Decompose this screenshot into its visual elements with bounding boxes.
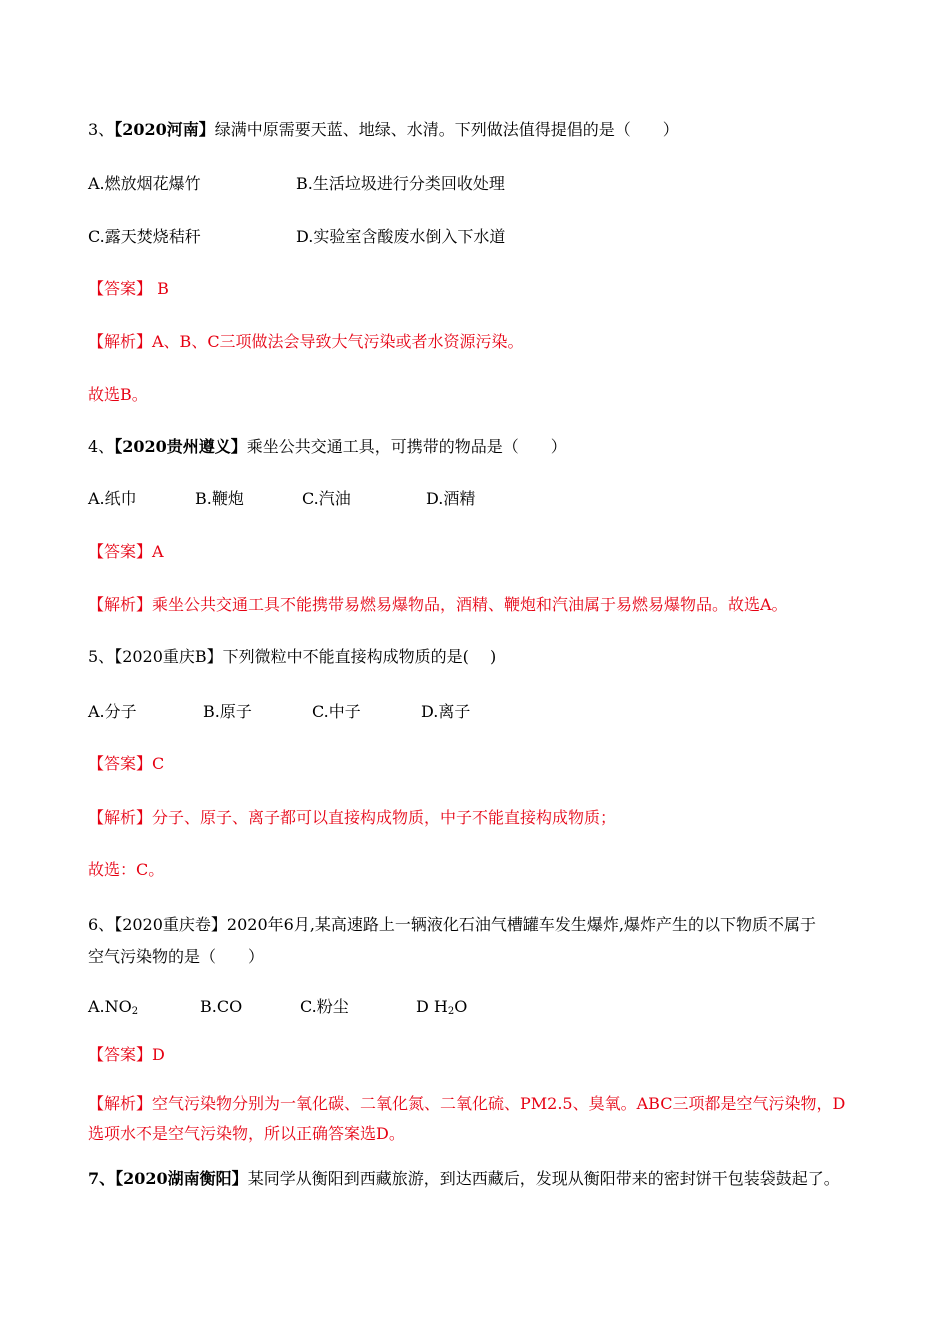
question-text: 某同学从衡阳到西藏旅游，到达西藏后，发现从衡阳带来的密封饼干包装袋鼓起了。: [247, 1169, 840, 1188]
answer: 【答案】 B: [88, 279, 169, 298]
option-d: D.离子: [421, 702, 471, 721]
option-a-text: A.NO: [88, 997, 132, 1016]
question-number: 7、: [88, 1169, 116, 1188]
question-text: 绿满中原需要天蓝、地绿、水清。下列做法值得提倡的是（ ）: [214, 120, 679, 139]
question-text: 下列微粒中不能直接构成物质的是( ): [222, 647, 497, 666]
option-c: C.露天焚烧秸秆: [88, 227, 201, 246]
question-number: 6、: [88, 915, 115, 934]
option-d-text-end: O: [454, 997, 468, 1016]
question-6-stem: [88, 914, 816, 936]
question-source: 【2020湖南衡阳】: [115, 1169, 248, 1188]
option-d: [416, 996, 467, 1023]
option-a: A.纸巾: [88, 489, 137, 508]
question-number: 4、: [88, 437, 115, 456]
option-d: D.酒精: [426, 489, 476, 508]
option-b: B.生活垃圾进行分类回收处理: [296, 174, 505, 193]
question-text: 乘坐公共交通工具，可携带的物品是（ ）: [246, 437, 567, 456]
option-a: A.燃放烟花爆竹: [88, 174, 201, 193]
question-5-stem: [88, 646, 496, 668]
analysis-cont: 选项水不是空气污染物，所以正确答案选D。: [88, 1124, 405, 1143]
option-c: C.汽油: [302, 489, 351, 508]
question-3-stem: [88, 119, 679, 141]
question-source: 【2020河南】: [114, 120, 215, 139]
subscript: 2: [447, 1006, 455, 1017]
answer: 【答案】A: [88, 542, 164, 561]
question-6-stem-cont: 空气污染物的是（ ）: [88, 947, 265, 966]
analysis: 【解析】空气污染物分别为一氧化碳、二氧化氮、二氧化硫、PM2.5、臭氧。ABC三项都是空气污染物，D: [88, 1094, 846, 1113]
question-text: 2020年6月,某高速路上一辆液化石油气槽罐车发生爆炸,爆炸产生的以下物质不属于: [226, 915, 816, 934]
question-source: 【2020重庆卷】: [114, 915, 227, 934]
answer: 【答案】D: [88, 1045, 165, 1064]
option-b: B.原子: [203, 702, 252, 721]
analysis: 【解析】A、B、C三项做法会导致大气污染或者水资源污染。: [88, 332, 524, 351]
option-d-text: D H: [416, 997, 448, 1016]
answer: 【答案】C: [88, 754, 165, 773]
question-number: 5、: [88, 647, 115, 666]
option-c: C.中子: [312, 702, 361, 721]
question-source: 【2020贵州遵义】: [114, 437, 247, 456]
option-a: A.分子: [88, 702, 137, 721]
conclusion: 故选B。: [88, 385, 148, 404]
option-d: D.实验室含酸废水倒入下水道: [296, 227, 506, 246]
conclusion: 故选：C。: [88, 860, 165, 879]
subscript: 2: [131, 1006, 139, 1017]
option-b: B.鞭炮: [195, 489, 244, 508]
analysis: 【解析】分子、原子、离子都可以直接构成物质，中子不能直接构成物质；: [88, 808, 617, 827]
question-source: 【2020重庆B】: [114, 647, 223, 666]
analysis: 【解析】乘坐公共交通工具不能携带易燃易爆物品，酒精、鞭炮和汽油属于易燃易爆物品。故选A。: [88, 595, 788, 614]
option-a: [88, 996, 138, 1023]
option-b: B.CO: [200, 997, 243, 1016]
option-c: C.粉尘: [300, 997, 349, 1016]
question-number: 3、: [88, 120, 115, 139]
question-7-stem: [88, 1168, 840, 1190]
question-4-stem: [88, 436, 567, 458]
